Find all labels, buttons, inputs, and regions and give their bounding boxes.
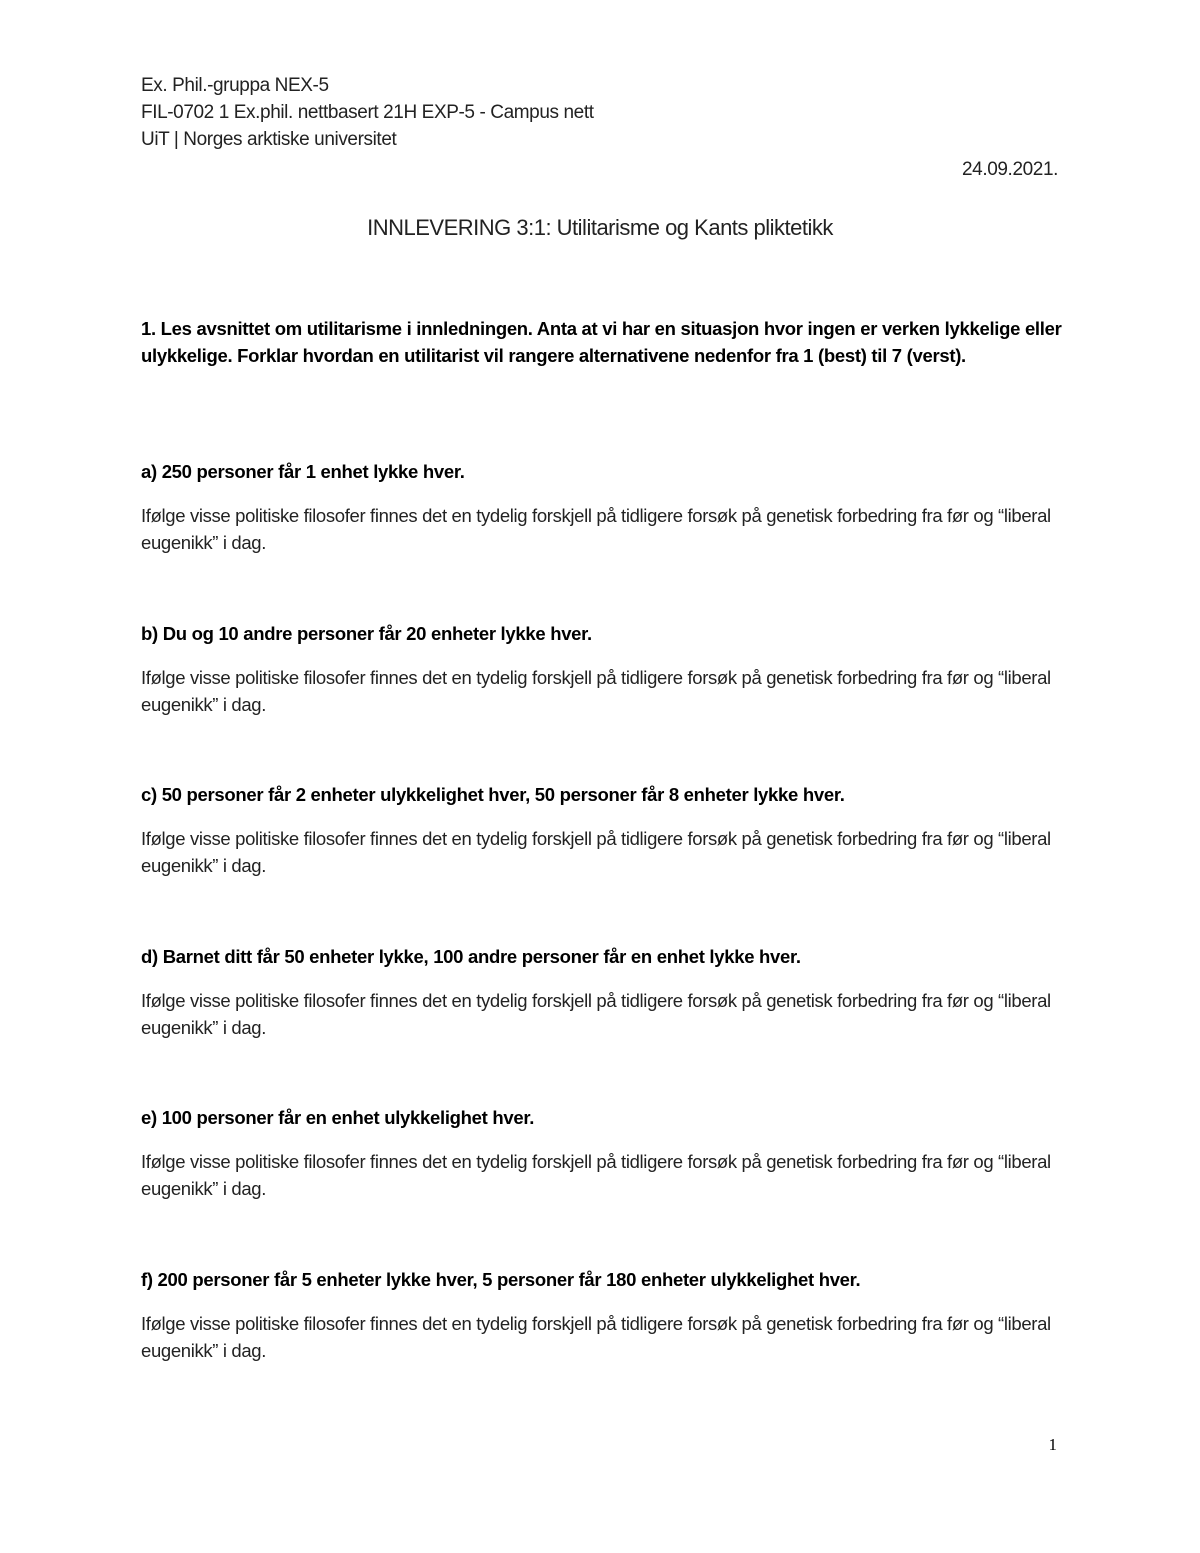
document-header: [141, 72, 1061, 153]
item-answer: Ifølge visse politiske filosofer finnes det en tydelig forskjell på tidligere forsøk på genetisk forbedring fra før og “liberal eugenikk” i dag.: [141, 828, 1051, 876]
item-answer: Ifølge visse politiske filosofer finnes det en tydelig forskjell på tidligere forsøk på genetisk forbedring fra før og “liberal eugenikk” i dag.: [141, 505, 1051, 553]
item-heading: b) Du og 10 andre personer får 20 enheter lykke hver.: [141, 622, 592, 644]
item-e: [141, 1104, 1066, 1266]
page-number: 1: [1048, 1435, 1057, 1454]
item-a: [141, 458, 1066, 620]
institution-name: UiT | Norges arktiske universitet: [141, 129, 397, 150]
item-heading: a) 250 personer får 1 enhet lykke hver.: [141, 461, 465, 482]
item-answer: Ifølge visse politiske filosofer finnes det en tydelig forskjell på tidligere forsøk på genetisk forbedring fra før og “liberal eugenikk” i dag.: [141, 989, 1051, 1038]
item-heading: e) 100 personer får en enhet ulykkelighet hver.: [141, 1107, 535, 1128]
item-answer: Ifølge visse politiske filosofer finnes det en tydelig forskjell på tidligere forsøk på genetisk forbedring fra før og “liberal eugenikk” i dag.: [141, 1151, 1051, 1199]
item-f: [141, 1266, 1066, 1428]
group-name: Ex. Phil.-gruppa NEX-5: [141, 75, 329, 96]
answer-items: [141, 458, 1066, 1427]
item-heading: c) 50 personer får 2 enheter ulykkelighet hver, 50 personer får 8 enheter lykke hver.: [141, 784, 845, 805]
document-date: 24.09.2021.: [962, 159, 1058, 180]
item-b: [141, 620, 1066, 782]
item-heading: d) Barnet ditt får 50 enheter lykke, 100 andre personer får en enhet lykke hver.: [141, 945, 801, 967]
course-name: FIL-0702 1 Ex.phil. nettbasert 21H EXP-5 - Campus nett: [141, 102, 594, 123]
item-answer: Ifølge visse politiske filosofer finnes det en tydelig forskjell på tidligere forsøk på genetisk forbedring fra før og “liberal eugenikk” i dag.: [141, 1312, 1051, 1361]
item-d: [141, 943, 1066, 1105]
document-title: INNLEVERING 3:1: Utilitarisme og Kants pliktetikk: [367, 215, 833, 240]
item-answer: Ifølge visse politiske filosofer finnes det en tydelig forskjell på tidligere forsøk på genetisk forbedring fra før og “liberal eugenikk” i dag.: [141, 666, 1051, 715]
item-c: [141, 781, 1066, 943]
question-text: 1. Les avsnittet om utilitarisme i innledningen. Anta at vi har en situasjon hvor ingen er verken lykkelige eller ulykkelige. Forklar hvordan en utilitarist vil rangere alternativene nedenfor fra 1 (best) til 7 (verst).: [141, 318, 1062, 366]
item-heading: f) 200 personer får 5 enheter lykke hver, 5 personer får 180 enheter ulykkelighet hver.: [141, 1268, 861, 1290]
